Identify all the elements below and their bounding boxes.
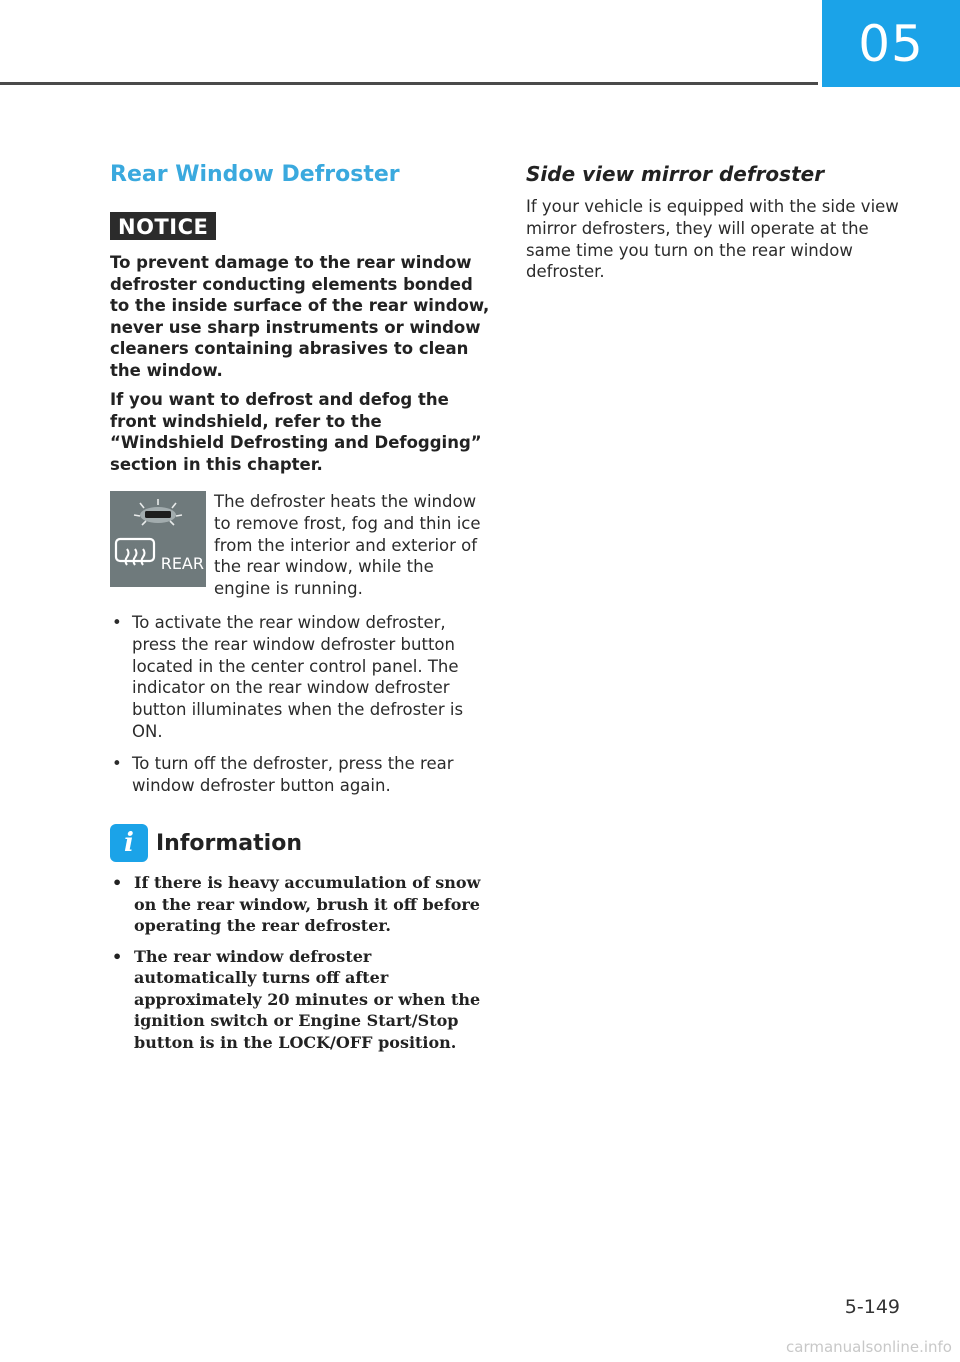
notice-paragraph: If you want to defrost and defog the front windshield, refer to the “Windshield Defrosting and Defogging” section in this chapter. xyxy=(110,390,482,474)
bullet: • xyxy=(112,873,123,893)
header-rule xyxy=(0,82,818,85)
page-number: 5-149 xyxy=(844,1296,900,1318)
list-item xyxy=(110,946,495,1054)
subsection-title: Side view mirror defroster xyxy=(526,162,825,186)
info-icon: i xyxy=(110,824,148,862)
list-item-text: To activate the rear window defroster, press the rear window defroster button located in the center control panel. The indicator on the rear window defroster button illuminates when the defroster is ON. xyxy=(132,612,464,741)
right-column xyxy=(526,160,906,283)
list-item-text: To turn off the defroster, press the rear window defroster button again. xyxy=(132,753,454,795)
rear-defroster-icon xyxy=(110,491,206,587)
information-header xyxy=(110,824,495,862)
left-column xyxy=(110,160,495,1062)
rear-label: REAR xyxy=(160,554,204,573)
information-list xyxy=(110,872,495,1053)
list-item xyxy=(110,612,495,743)
notice-badge: NOTICE xyxy=(110,212,216,240)
section-title: Rear Window Defroster xyxy=(110,162,400,187)
subsection-body: If your vehicle is equipped with the side view mirror defrosters, they will operate at the same time you turn on the rear window defroster. xyxy=(526,197,899,282)
rear-defroster-button-image xyxy=(110,491,206,587)
list-item xyxy=(110,872,495,937)
watermark: carmanualsonline.info xyxy=(786,1338,952,1356)
defroster-description: The defroster heats the window to remove frost, fog and thin ice from the interior and exterior of the rear window, while the engine is running. xyxy=(214,492,481,599)
list-item-text: If there is heavy accumulation of snow on the rear window, brush it off before operating the rear defroster. xyxy=(134,873,481,936)
list-item-text: The rear window defroster automatically turns off after approximately 20 minutes or when the ignition switch or Engine Start/Stop button is in the LOCK/OFF position. xyxy=(134,946,481,1052)
bullet: • xyxy=(112,946,123,966)
information-title: Information xyxy=(156,830,302,856)
notice-paragraph: To prevent damage to the rear window defroster conducting elements bonded to the inside surface of the rear window, never use sharp instruments or window cleaners containing abrasives to clean the window. xyxy=(110,253,490,380)
list-item xyxy=(110,753,495,797)
bullet: • xyxy=(112,612,122,632)
chapter-tab: 05 xyxy=(822,0,960,87)
bullet: • xyxy=(112,753,122,773)
defroster-image-row xyxy=(110,491,495,600)
instruction-list xyxy=(110,612,495,796)
